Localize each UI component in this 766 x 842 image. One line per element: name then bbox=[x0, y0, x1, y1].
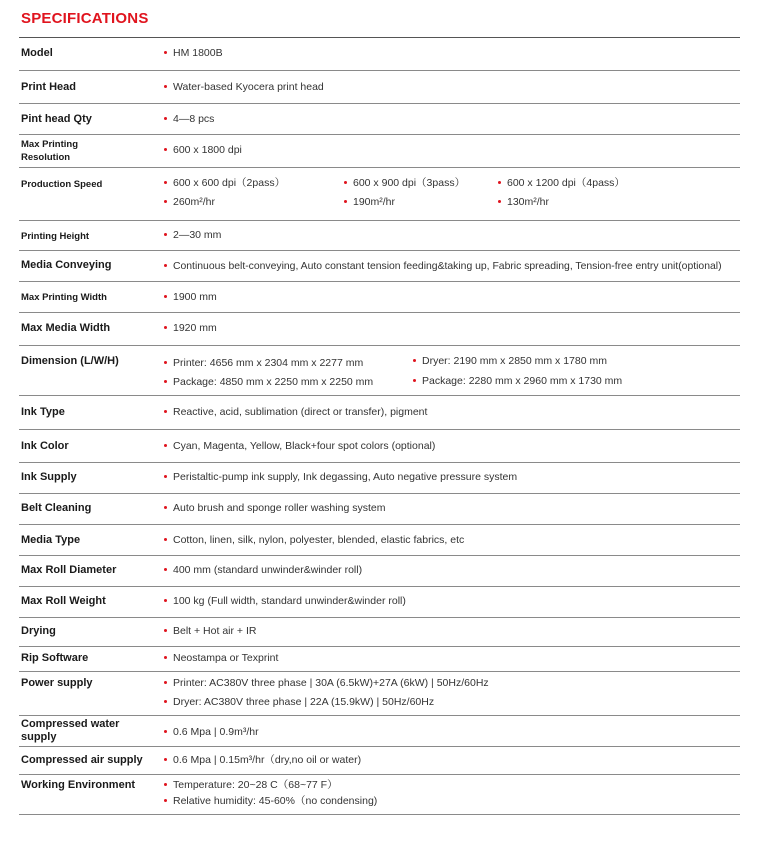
bullet-icon bbox=[164, 51, 167, 54]
spec-value: 0.6 Mpa | 0.9m³/hr bbox=[164, 726, 259, 739]
bullet-icon bbox=[164, 629, 167, 632]
spec-value: Cotton, linen, silk, nylon, polyester, blended, elastic fabrics, etc bbox=[164, 534, 464, 547]
spec-label: Max Media Width bbox=[21, 322, 111, 334]
spec-row-roll-weight bbox=[19, 587, 740, 618]
bullet-icon bbox=[413, 359, 416, 362]
spec-label: Model bbox=[21, 47, 53, 59]
bullet-icon bbox=[498, 200, 501, 203]
spec-label: Ink Color bbox=[21, 440, 69, 452]
spec-value: 600 x 1800 dpi bbox=[164, 144, 242, 157]
spec-row-media-conveying bbox=[19, 251, 740, 282]
spec-value: Auto brush and sponge roller washing system bbox=[164, 502, 385, 515]
spec-label: Print Head bbox=[21, 81, 77, 93]
spec-value: Reactive, acid, sublimation (direct or transfer), pigment bbox=[164, 406, 427, 419]
spec-label: Power supply bbox=[21, 677, 93, 689]
bullet-icon bbox=[344, 181, 347, 184]
spec-value: Belt + Hot air + IR bbox=[164, 625, 256, 638]
spec-label: Belt Cleaning bbox=[21, 502, 92, 514]
spec-value: HM 1800B bbox=[164, 47, 223, 60]
spec-value: 260m²/hr bbox=[164, 196, 215, 209]
spec-label: Compressed air supply bbox=[21, 754, 143, 766]
spec-label: Max Printing Width bbox=[21, 292, 107, 303]
spec-row-dimension bbox=[19, 346, 740, 396]
spec-value: 4—8 pcs bbox=[164, 113, 214, 126]
bullet-icon bbox=[164, 85, 167, 88]
spec-row-water-supply bbox=[19, 716, 740, 747]
spec-value: 600 x 600 dpi（2pass） bbox=[164, 177, 285, 190]
bullet-icon bbox=[164, 326, 167, 329]
bullet-icon bbox=[164, 181, 167, 184]
spec-value: 600 x 900 dpi（3pass） bbox=[344, 177, 465, 190]
spec-value: Water-based Kyocera print head bbox=[164, 81, 324, 94]
spec-label: Media Conveying bbox=[21, 259, 112, 271]
bullet-icon bbox=[164, 410, 167, 413]
spec-row-rip-software bbox=[19, 647, 740, 672]
bullet-icon bbox=[164, 361, 167, 364]
bullet-icon bbox=[164, 506, 167, 509]
spec-row-ink-type bbox=[19, 396, 740, 430]
spec-value: 400 mm (standard unwinder&winder roll) bbox=[164, 564, 362, 577]
spec-value: 0.6 Mpa | 0.15m³/hr（dry,no oil or water) bbox=[164, 754, 361, 767]
spec-label: Ink Type bbox=[21, 406, 65, 418]
spec-row-head-qty bbox=[19, 104, 740, 135]
spec-value: Relative humidity: 45-60%（no condensing) bbox=[164, 795, 377, 808]
spec-row-model bbox=[19, 38, 740, 71]
bullet-icon bbox=[164, 233, 167, 236]
spec-value: 1920 mm bbox=[164, 322, 217, 335]
spec-row-drying bbox=[19, 618, 740, 647]
spec-label: Drying bbox=[21, 625, 56, 637]
spec-label: Ink Supply bbox=[21, 471, 77, 483]
spec-value: Printer: AC380V three phase | 30A (6.5kW)+27A (6kW) | 50Hz/60Hz bbox=[164, 677, 489, 690]
bullet-icon bbox=[164, 700, 167, 703]
spec-row-belt-cleaning bbox=[19, 494, 740, 525]
bullet-icon bbox=[164, 380, 167, 383]
spec-row-media-type bbox=[19, 525, 740, 556]
spec-value: 130m²/hr bbox=[498, 196, 549, 209]
bullet-icon bbox=[164, 730, 167, 733]
spec-value: 100 kg (Full width, standard unwinder&winder roll) bbox=[164, 595, 406, 608]
spec-label: Compressed water supply bbox=[21, 718, 120, 743]
spec-label: Rip Software bbox=[21, 652, 89, 664]
spec-label: Dimension (L/W/H) bbox=[21, 355, 119, 367]
spec-value: Cyan, Magenta, Yellow, Black+four spot colors (optional) bbox=[164, 440, 435, 453]
bullet-icon bbox=[164, 656, 167, 659]
bullet-icon bbox=[164, 295, 167, 298]
spec-row-ink-supply bbox=[19, 463, 740, 494]
bullet-icon bbox=[164, 200, 167, 203]
spec-label: Max Roll Weight bbox=[21, 595, 106, 607]
spec-value: Neostampa or Texprint bbox=[164, 652, 278, 665]
bullet-icon bbox=[164, 264, 167, 267]
page-title: SPECIFICATIONS bbox=[21, 10, 149, 27]
spec-label: Pint head Qty bbox=[21, 113, 92, 125]
bullet-icon bbox=[413, 379, 416, 382]
spec-label: Max Printing Resolution bbox=[21, 139, 79, 163]
spec-value: Dryer: AC380V three phase | 22A (15.9kW) | 50Hz/60Hz bbox=[164, 696, 434, 709]
bullet-icon bbox=[164, 783, 167, 786]
spec-row-resolution bbox=[19, 135, 740, 168]
spec-value: Package: 2280 mm x 2960 mm x 1730 mm bbox=[413, 375, 622, 388]
spec-value: 190m²/hr bbox=[344, 196, 395, 209]
spec-label: Max Roll Diameter bbox=[21, 564, 117, 576]
bullet-icon bbox=[164, 799, 167, 802]
bullet-icon bbox=[164, 758, 167, 761]
spec-row-printing-width bbox=[19, 282, 740, 313]
bullet-icon bbox=[164, 475, 167, 478]
spec-label: Production Speed bbox=[21, 179, 103, 190]
spec-value: 1900 mm bbox=[164, 291, 217, 304]
spec-row-speed bbox=[19, 168, 740, 221]
spec-row-printing-height bbox=[19, 221, 740, 251]
spec-row-power-supply bbox=[19, 672, 740, 716]
spec-row-print-head bbox=[19, 71, 740, 104]
spec-label: Printing Height bbox=[21, 231, 90, 242]
spec-value: Continuous belt-conveying, Auto constant tension feeding&taking up, Fabric spreading, Tension-free entry unit(optional) bbox=[164, 260, 722, 273]
bullet-icon bbox=[344, 200, 347, 203]
spec-row-air-supply bbox=[19, 747, 740, 775]
spec-value: 2—30 mm bbox=[164, 229, 221, 242]
spec-label: Media Type bbox=[21, 534, 81, 546]
bullet-icon bbox=[164, 444, 167, 447]
bullet-icon bbox=[164, 148, 167, 151]
bullet-icon bbox=[164, 681, 167, 684]
bullet-icon bbox=[498, 181, 501, 184]
spec-value: Printer: 4656 mm x 2304 mm x 2277 mm bbox=[164, 357, 363, 370]
spec-value: Temperature: 20~28 C（68~77 F） bbox=[164, 779, 338, 792]
bullet-icon bbox=[164, 538, 167, 541]
bullet-icon bbox=[164, 568, 167, 571]
bullet-icon bbox=[164, 117, 167, 120]
spec-row-working-environment bbox=[19, 775, 740, 815]
spec-value: Dryer: 2190 mm x 2850 mm x 1780 mm bbox=[413, 355, 607, 368]
spec-value: Package: 4850 mm x 2250 mm x 2250 mm bbox=[164, 376, 373, 389]
spec-value: Peristaltic-pump ink supply, Ink degassing, Auto negative pressure system bbox=[164, 471, 517, 484]
spec-row-ink-color bbox=[19, 430, 740, 463]
spec-row-roll-diameter bbox=[19, 556, 740, 587]
bullet-icon bbox=[164, 599, 167, 602]
spec-value: 600 x 1200 dpi（4pass） bbox=[498, 177, 625, 190]
spec-label: Working Environment bbox=[21, 779, 136, 791]
spec-row-media-width bbox=[19, 313, 740, 346]
